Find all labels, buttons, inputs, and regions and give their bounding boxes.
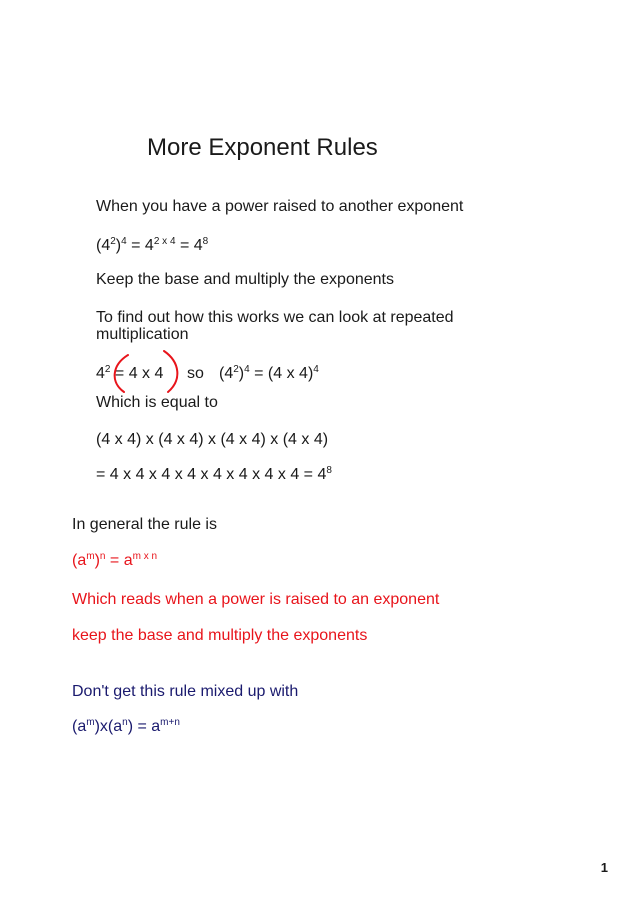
find-out-line-2: multiplication xyxy=(96,326,189,343)
page-number: 1 xyxy=(600,860,608,875)
general-rule-text: In general the rule is xyxy=(72,516,217,533)
product-rule-expression: $(a^m)x(a^n) = a^{m+n}$ xyxy=(72,717,180,735)
rule-reads-line-1: Which reads when a power is raised to an exponent xyxy=(72,591,440,608)
power-rule-expression: $(a^m)^n = a^{m x n}$ xyxy=(72,551,158,569)
dont-mix-text: Don't get this rule mixed up with xyxy=(72,683,299,700)
so-word: so xyxy=(187,365,204,382)
page-title: More Exponent Rules xyxy=(147,134,378,161)
find-out-line-1: To find out how this works we can look at repeated xyxy=(96,309,454,326)
product-expression: (4 x 4) x (4 x 4) x (4 x 4) x (4 x 4) xyxy=(96,431,329,448)
rule-reads-line-2: keep the base and multiply the exponents xyxy=(72,627,368,644)
equal-to-text: Which is equal to xyxy=(96,394,218,411)
result-expression: = 4 x 4 x 4 x 4 x 4 x 4 x 4 x $4 = 4^8$ xyxy=(96,465,332,483)
expand-left-expression: $4^2 = 4$ x 4 xyxy=(96,364,164,382)
intro-text: When you have a power raised to another exponent xyxy=(96,198,464,215)
example-expression: $(4^2)^4 = 4^{2 x 4} = 4^8$ xyxy=(96,236,209,254)
right-bracket-mark xyxy=(164,351,177,392)
expand-right-expression: $(4^2)^4 = (4$ x 4)$^4$ xyxy=(219,364,319,382)
keep-base-text: Keep the base and multiply the exponents xyxy=(96,271,394,288)
